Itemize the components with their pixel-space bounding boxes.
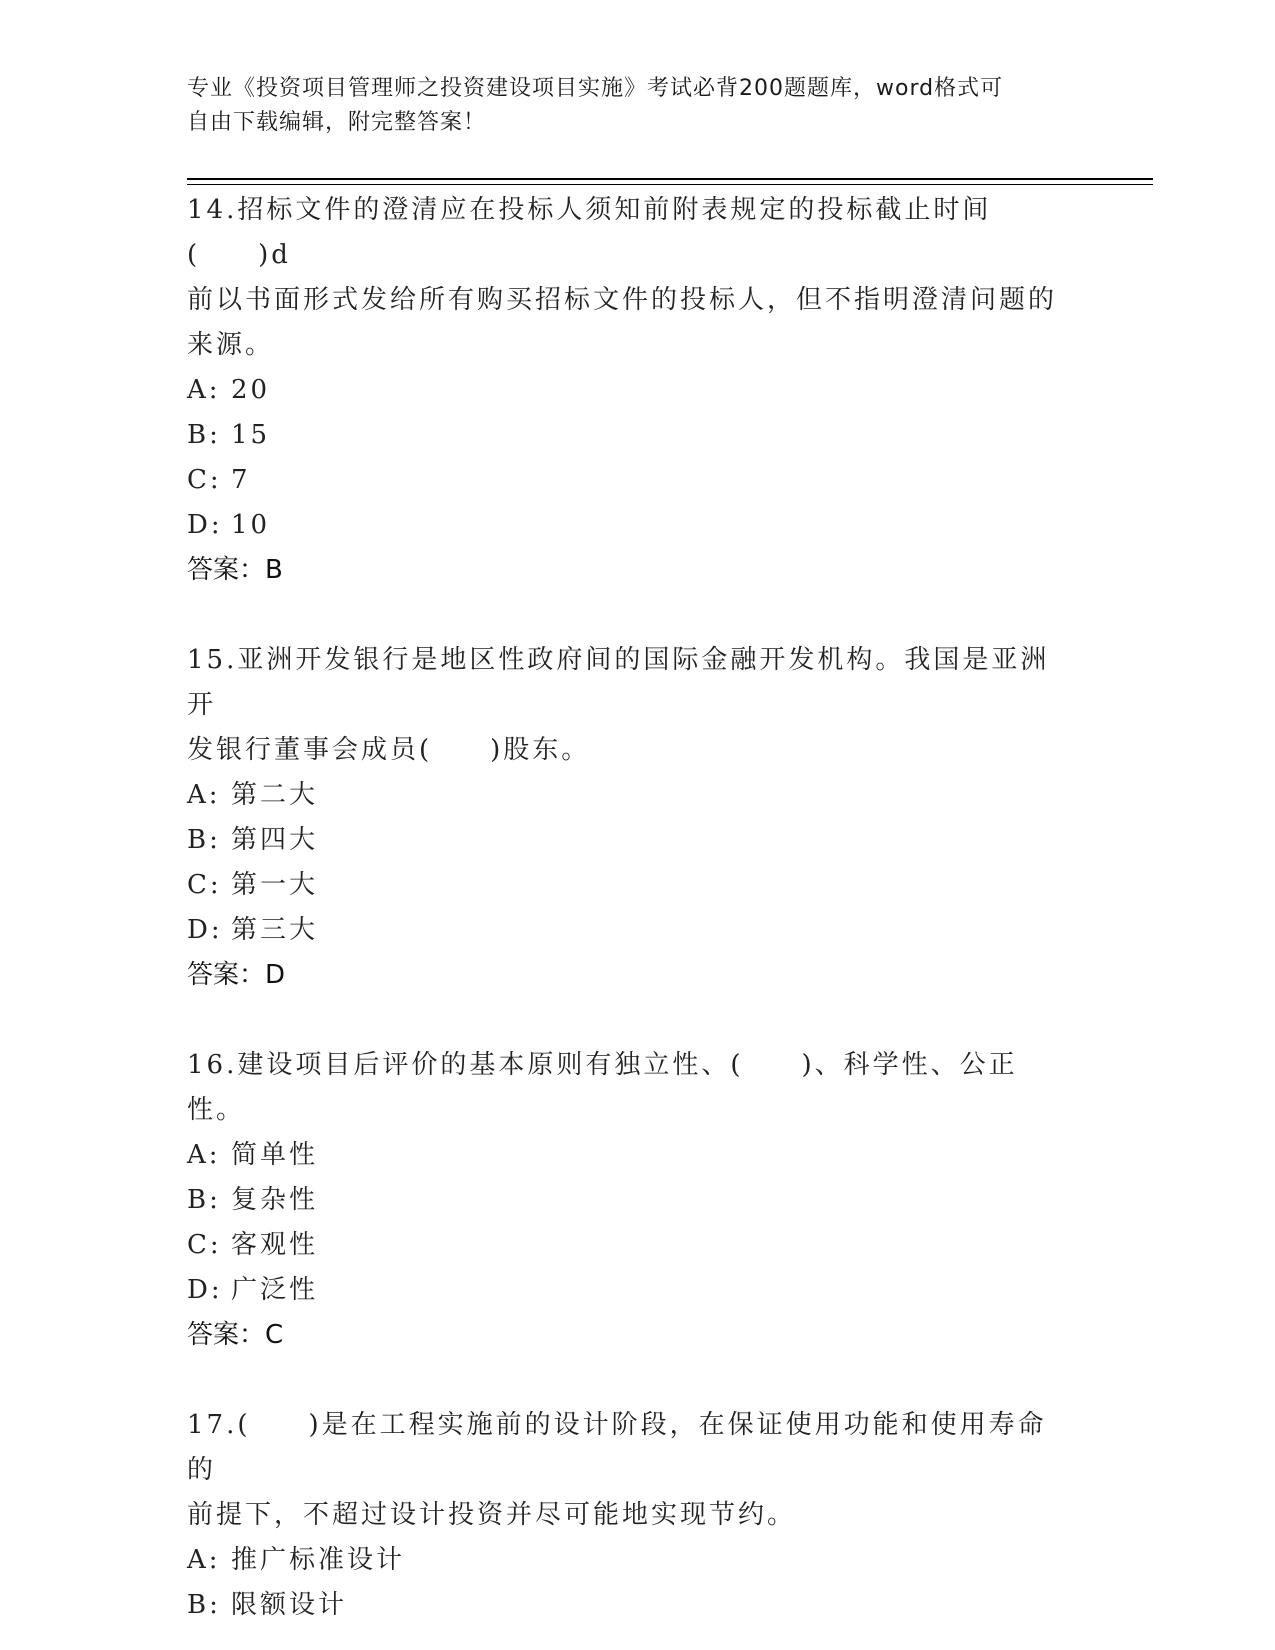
option-text: 10 (231, 510, 271, 540)
option-text: 第四大 (231, 825, 319, 855)
option-label: D: (187, 1275, 223, 1305)
answer-line: 答案：C (187, 1320, 284, 1350)
option-d (187, 1268, 1067, 1313)
option-text: 第二大 (231, 780, 319, 810)
option-text: 客观性 (231, 1230, 319, 1260)
option-label: C: (187, 870, 222, 900)
question-14 (187, 188, 1067, 593)
option-text: 20 (231, 375, 271, 405)
question-text-line: 16.建设项目后评价的基本原则有独立性、( )、科学性、公正性。 (187, 1050, 1018, 1125)
header-line-2: 自由下载编辑，附完整答案！ (187, 110, 487, 135)
answer-line: 答案：D (187, 960, 286, 990)
option-c (187, 458, 1067, 503)
option-d (187, 503, 1067, 548)
question-17 (187, 1403, 1067, 1628)
option-text: 复杂性 (231, 1185, 319, 1215)
header-divider-thin (187, 184, 1153, 185)
option-label: D: (187, 510, 223, 540)
option-label: A: (187, 780, 221, 810)
question-text-line: 前提下，不超过设计投资并尽可能地实现节约。 (187, 1500, 797, 1530)
option-label: C: (187, 465, 222, 495)
spacer (187, 593, 1067, 638)
option-text: 7 (231, 465, 251, 495)
option-text: 限额设计 (231, 1590, 348, 1620)
document-header (187, 72, 1067, 140)
header-line-1: 专业《投资项目管理师之投资建设项目实施》考试必背200题题库，word格式可 (187, 76, 1004, 101)
question-text-line: 来源。 (187, 330, 275, 360)
question-15 (187, 638, 1067, 998)
question-16 (187, 1043, 1067, 1358)
option-label: B: (187, 420, 221, 450)
option-label: B: (187, 1590, 221, 1620)
answer-line: 答案：B (187, 555, 283, 585)
option-a (187, 1133, 1067, 1178)
question-text-line: 15.亚洲开发银行是地区性政府间的国际金融开发机构。我国是亚洲开 (187, 645, 1050, 720)
option-a (187, 773, 1067, 818)
option-label: A: (187, 1545, 221, 1575)
option-label: A: (187, 375, 221, 405)
option-label: D: (187, 915, 223, 945)
option-label: C: (187, 1230, 222, 1260)
spacer (187, 998, 1067, 1043)
question-text-line: 发银行董事会成员( )股东。 (187, 735, 591, 765)
option-b (187, 1178, 1067, 1223)
spacer (187, 1358, 1067, 1403)
option-text: 第一大 (231, 870, 319, 900)
option-b (187, 1583, 1067, 1628)
option-c (187, 863, 1067, 908)
option-a (187, 368, 1067, 413)
header-divider-thick (187, 178, 1153, 180)
option-text: 第三大 (231, 915, 319, 945)
option-text: 15 (231, 420, 271, 450)
question-text-line: 17.( )是在工程实施前的设计阶段，在保证使用功能和使用寿命的 (187, 1410, 1047, 1485)
question-text-line: 前以书面形式发给所有购买招标文件的投标人，但不指明澄清问题的 (187, 285, 1058, 315)
option-a (187, 1538, 1067, 1583)
option-label: B: (187, 1185, 221, 1215)
option-b (187, 818, 1067, 863)
option-label: B: (187, 825, 221, 855)
question-list (187, 188, 1067, 1628)
option-text: 推广标准设计 (231, 1545, 406, 1575)
option-b (187, 413, 1067, 458)
option-c (187, 1223, 1067, 1268)
option-d (187, 908, 1067, 953)
option-text: 简单性 (231, 1140, 319, 1170)
option-label: A: (187, 1140, 221, 1170)
question-text-line: 14.招标文件的澄清应在投标人须知前附表规定的投标截止时间( )d (187, 195, 992, 270)
option-text: 广泛性 (231, 1275, 319, 1305)
